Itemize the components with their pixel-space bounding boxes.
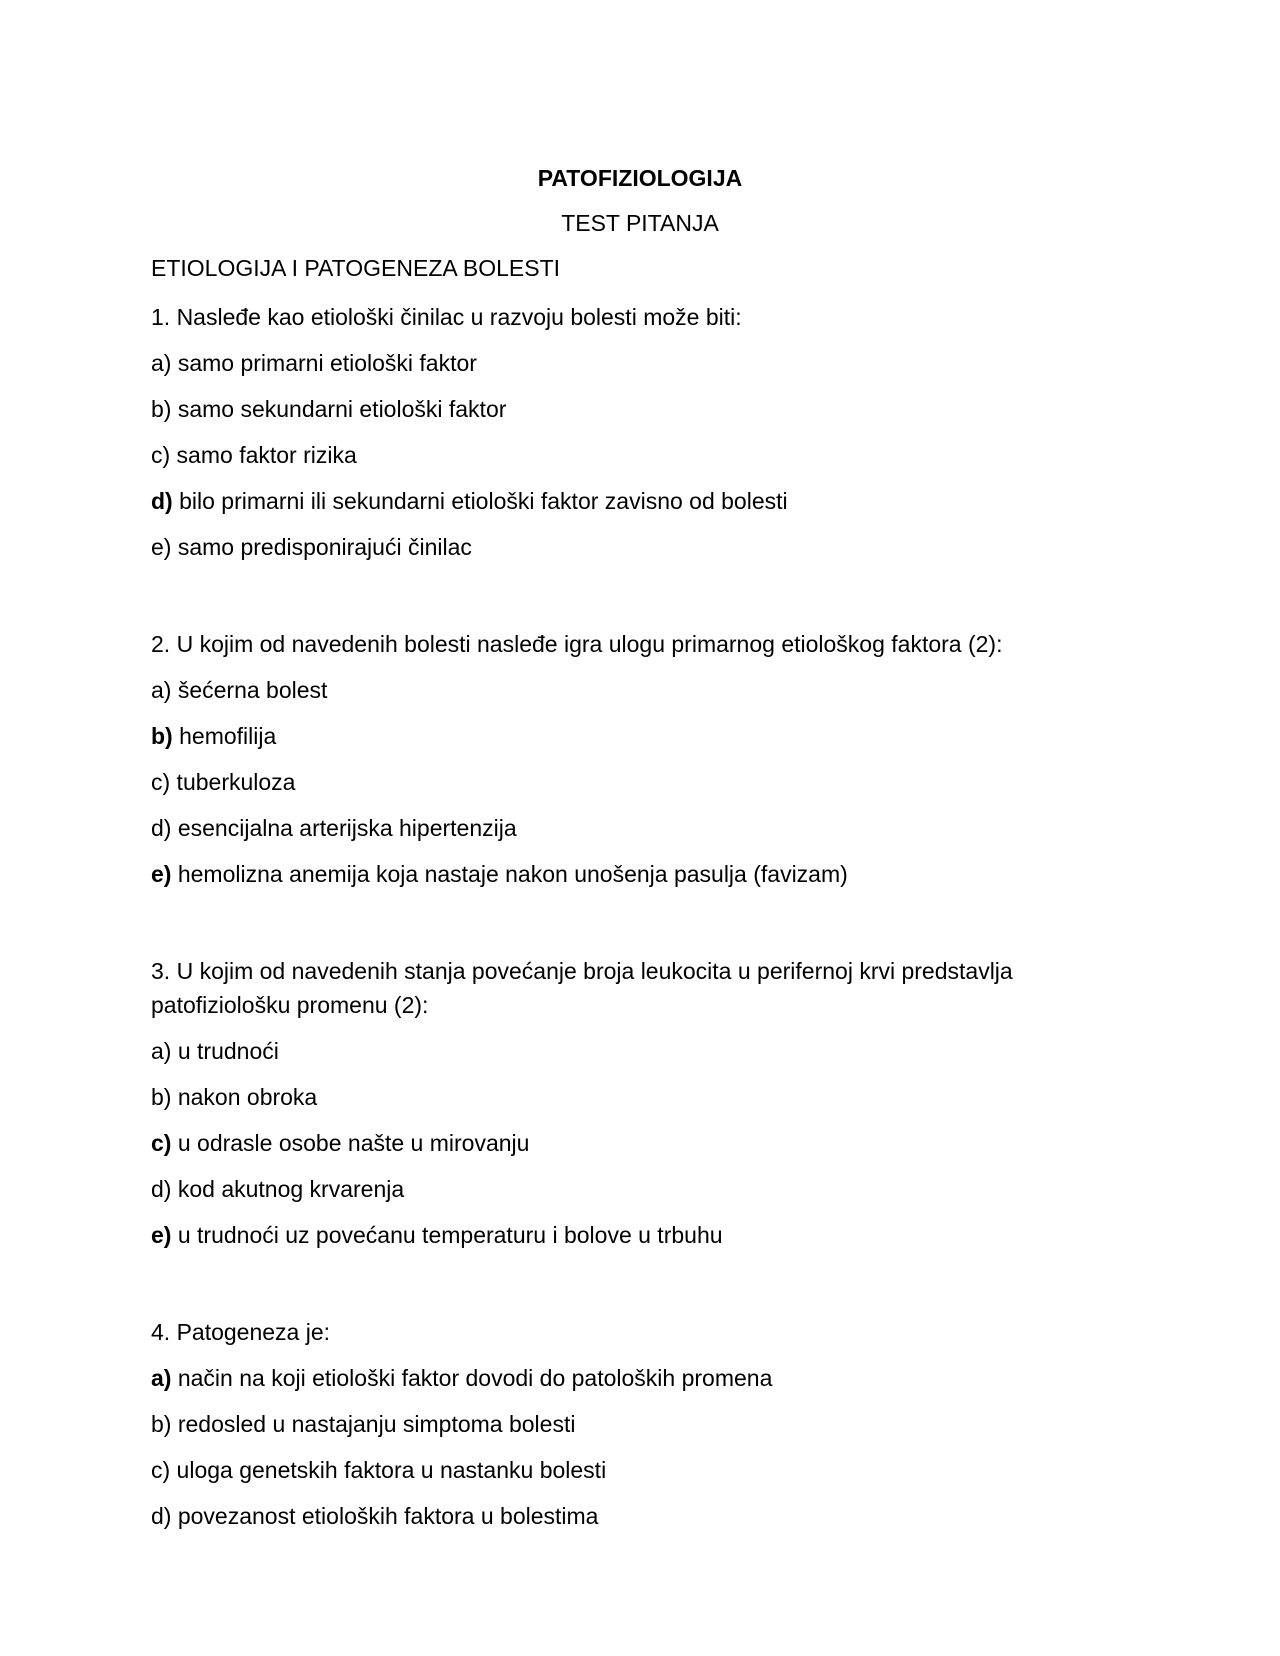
question-text: 3. U kojim od navedenih stanja povećanje broja leukocita u perifernoj krvi predstavlja patofiziološku promenu (2): (151, 958, 1013, 1018)
answer-option (151, 1361, 1141, 1395)
option-text: kod akutnog krvarenja (171, 1176, 405, 1202)
option-text: hemofilija (172, 723, 277, 749)
option-letter: e) (151, 1222, 172, 1248)
option-letter: d) (151, 815, 172, 841)
option-letter: d) (151, 488, 173, 514)
answer-option (151, 438, 1141, 472)
option-text: u trudnoći uz povećanu temperaturu i bolove u trbuhu (171, 1222, 723, 1248)
answer-option (151, 1126, 1141, 1160)
question-3 (151, 954, 1141, 1252)
option-text: hemolizna anemija koja nastaje nakon unošenja pasulja (favizam) (171, 861, 848, 887)
document-subtitle: TEST PITANJA (561, 210, 719, 236)
option-letter: a) (151, 350, 172, 376)
answer-option (151, 392, 1141, 426)
option-letter: b) (151, 1084, 172, 1110)
question-2 (151, 627, 1141, 891)
option-text: tuberkuloza (170, 769, 296, 795)
option-text: nakon obroka (171, 1084, 318, 1110)
option-text: samo sekundarni etiološki faktor (171, 396, 507, 422)
option-text: samo primarni etiološki faktor (171, 350, 477, 376)
option-letter: a) (151, 1365, 172, 1391)
option-letter: c) (151, 1130, 172, 1156)
option-text: šećerna bolest (171, 677, 328, 703)
answer-option (151, 673, 1141, 707)
question-text: 2. U kojim od navedenih bolesti nasleđe igra ulogu primarnog etiološkog faktora (2): (151, 631, 1003, 657)
option-letter: e) (151, 861, 172, 887)
option-letter: b) (151, 1411, 172, 1437)
question-text: 1. Nasleđe kao etiološki činilac u razvoju bolesti može biti: (151, 304, 742, 330)
answer-option (151, 1218, 1141, 1252)
option-text: samo faktor rizika (170, 442, 357, 468)
option-letter: c) (151, 769, 171, 795)
answer-option (151, 1172, 1141, 1206)
option-letter: c) (151, 1457, 171, 1483)
option-letter: a) (151, 677, 172, 703)
answer-option (151, 346, 1141, 380)
question-1 (151, 300, 1141, 564)
document-title: PATOFIZIOLOGIJA (537, 165, 743, 191)
answer-option (151, 1407, 1141, 1441)
option-letter: d) (151, 1503, 172, 1529)
option-letter: e) (151, 534, 172, 560)
answer-option (151, 811, 1141, 845)
option-letter: d) (151, 1176, 172, 1202)
answer-option (151, 719, 1141, 753)
answer-option (151, 530, 1141, 564)
question-text: 4. Patogeneza je: (151, 1319, 331, 1345)
section-heading: ETIOLOGIJA I PATOGENEZA BOLESTI (151, 255, 561, 281)
answer-option (151, 1453, 1141, 1487)
option-letter: a) (151, 1038, 172, 1064)
option-letter: c) (151, 442, 171, 468)
option-letter: b) (151, 396, 172, 422)
answer-option (151, 1034, 1141, 1068)
answer-option (151, 765, 1141, 799)
option-text: bilo primarni ili sekundarni etiološki faktor zavisno od bolesti (172, 488, 788, 514)
option-text: u odrasle osobe našte u mirovanju (171, 1130, 530, 1156)
answer-option (151, 857, 1141, 891)
document-body (151, 254, 1141, 1533)
option-text: u trudnoći (171, 1038, 279, 1064)
question-4 (151, 1315, 1141, 1533)
option-text: povezanost etioloških faktora u bolestima (171, 1503, 599, 1529)
option-letter: b) (151, 723, 173, 749)
option-text: esencijalna arterijska hipertenzija (171, 815, 517, 841)
answer-option (151, 1499, 1141, 1533)
option-text: način na koji etiološki faktor dovodi do patoloških promena (171, 1365, 773, 1391)
option-text: samo predisponirajući činilac (171, 534, 472, 560)
option-text: redosled u nastajanju simptoma bolesti (171, 1411, 576, 1437)
option-text: uloga genetskih faktora u nastanku bolesti (170, 1457, 607, 1483)
answer-option (151, 484, 1141, 518)
answer-option (151, 1080, 1141, 1114)
